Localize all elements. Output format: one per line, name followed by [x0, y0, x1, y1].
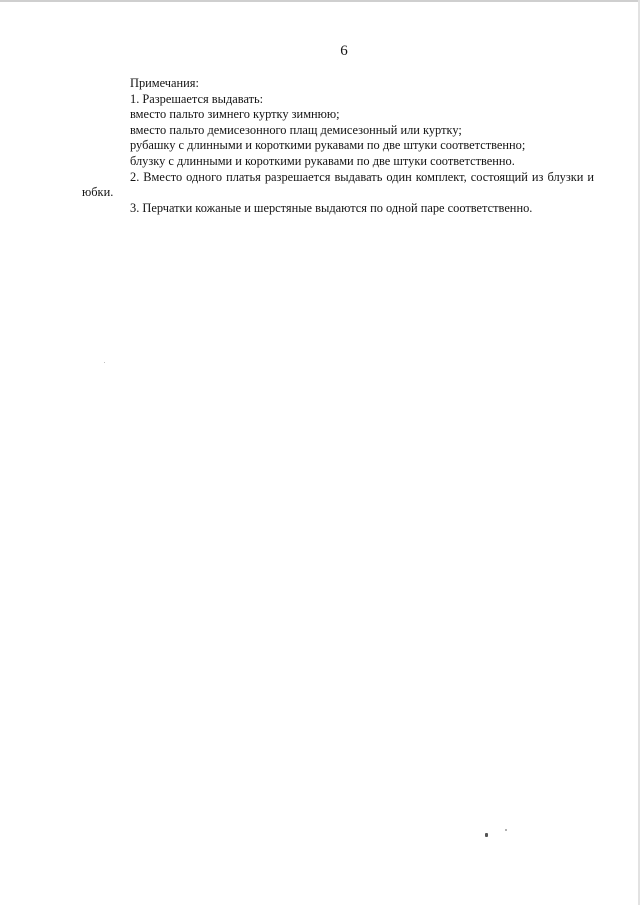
note-item-1-line: рубашку с длинными и короткими рукавами по две штуки соответственно;	[130, 138, 526, 153]
note-item-1: 1. Разрешается выдавать:	[130, 91, 264, 106]
note-item-1-line: блузку с длинными и короткими рукавами по две штуки соответственно.	[130, 153, 515, 168]
page-number: 6	[340, 43, 348, 59]
note-item-3: 3. Перчатки кожаные и шерстяные выдаются по одной паре соответственно.	[130, 200, 533, 215]
note-item-1-line: вместо пальто зимнего куртку зимнюю;	[130, 107, 340, 122]
notes-heading: Примечания:	[130, 76, 199, 90]
scan-edge-top	[0, 0, 640, 2]
scan-speck	[505, 829, 507, 831]
scan-speck	[485, 833, 488, 837]
scan-speck	[104, 362, 105, 363]
notes-section	[82, 76, 594, 216]
note-item-1-line: вместо пальто демисезонного плащ демисезонный или куртку;	[130, 122, 462, 137]
note-item-2: 2. Вместо одного платья разрешается выдавать один комплект, состоящий из блузки и юбки.	[82, 169, 594, 200]
